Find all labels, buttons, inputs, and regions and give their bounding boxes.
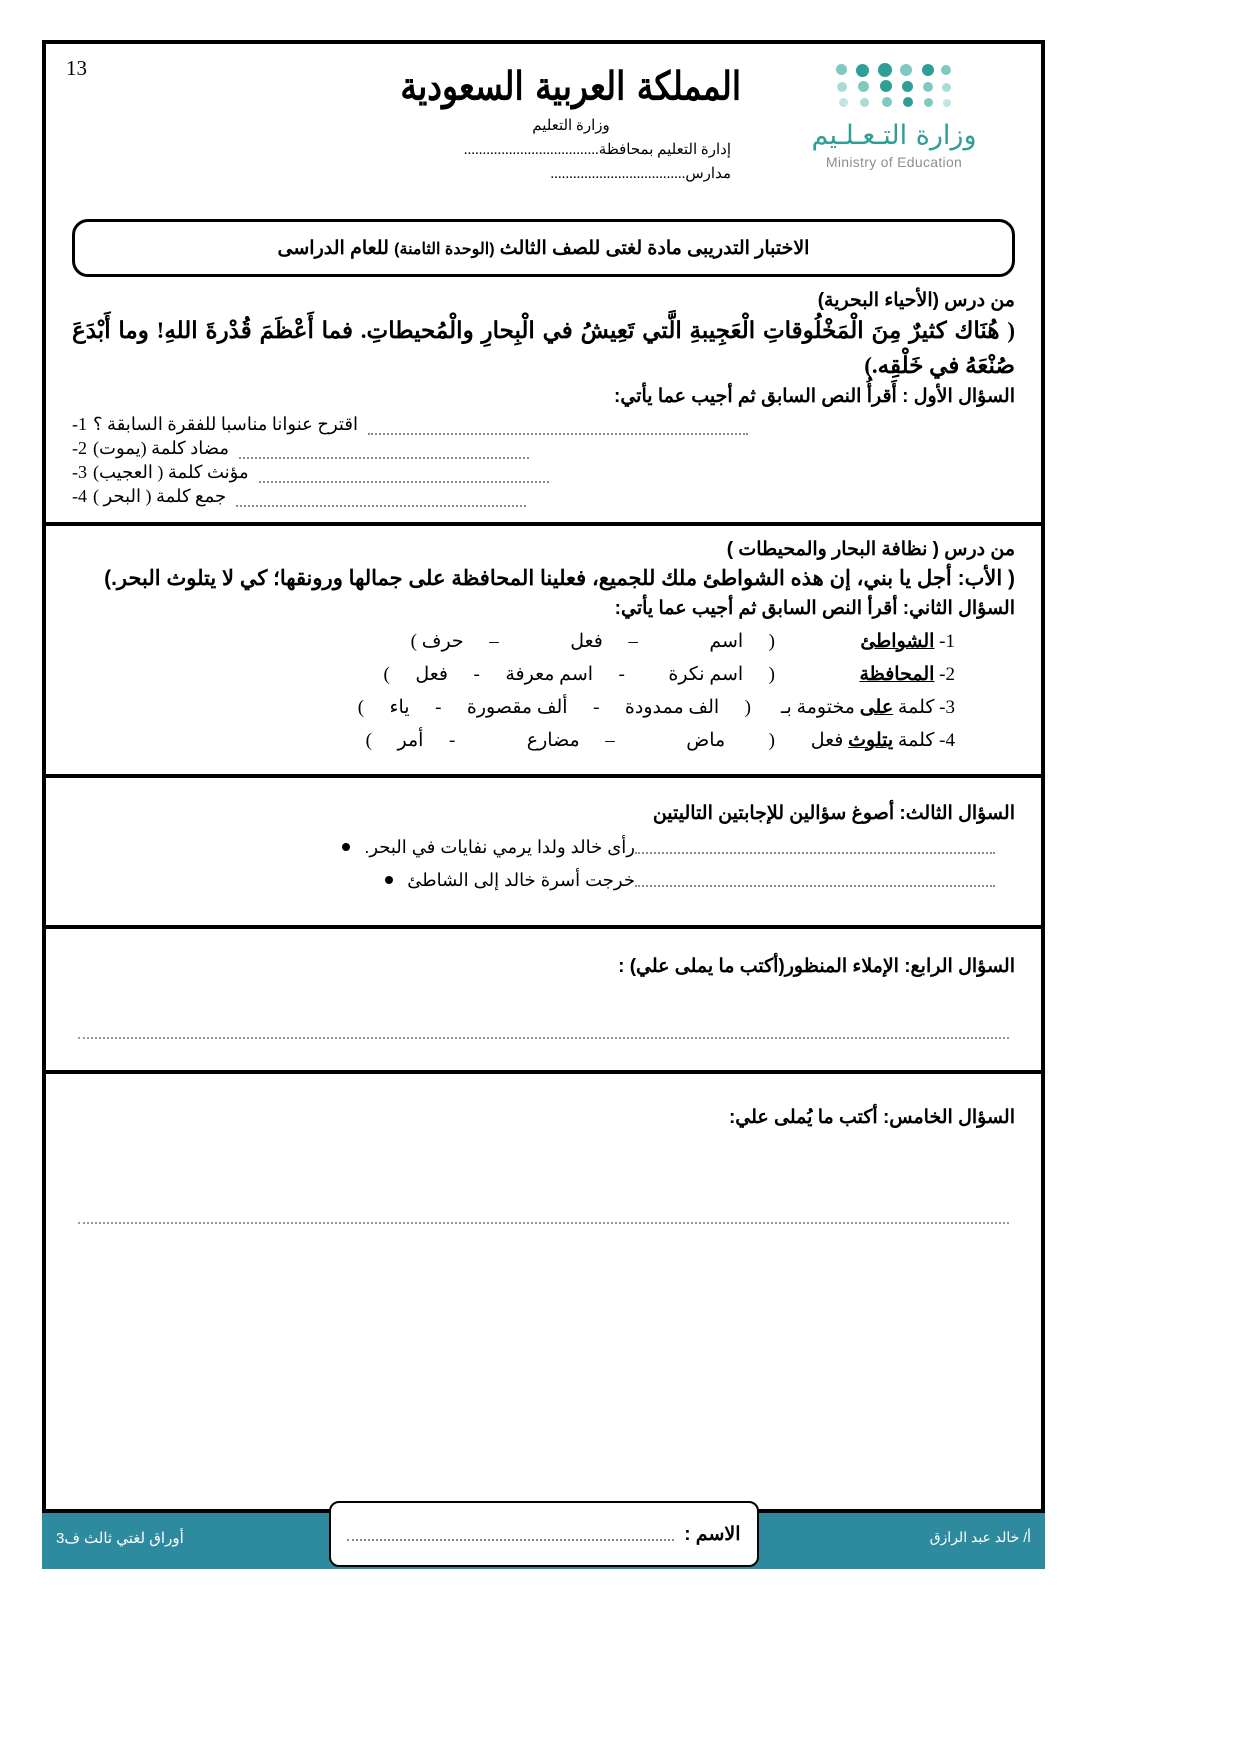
- mcq-separator: -: [448, 729, 456, 751]
- student-name-input[interactable]: [347, 1527, 675, 1541]
- bullet-text: رأى خالد ولدا يرمي نفايات في البحر.: [364, 836, 635, 857]
- education-admin-line: [401, 140, 741, 159]
- answer-line[interactable]: [368, 422, 748, 435]
- lesson-title-1: من درس (الأحياء البحرية): [817, 290, 1015, 311]
- exam-title-unit: (الوحدة الثامنة): [394, 240, 495, 258]
- mcq-prefix: كلمة: [897, 696, 935, 718]
- question-item: [72, 462, 1015, 483]
- mcq-number: 4-: [939, 729, 955, 751]
- answer-line[interactable]: [635, 841, 995, 854]
- passage-text-1: ( هُنَاك كثيرٌ مِنَ الْمَخْلُوقاتِ الْعَجِيبةِ الَّتي تَعِيشُ في الْبِحارِ والْمُحيطاتِ. فما أَعْظَمَ قُدْرةَ اللهِ! وما أَبْدَعَ صُنْعَهُ في خَلْقِه.): [72, 318, 1015, 378]
- answer-line[interactable]: [239, 446, 529, 459]
- kingdom-block: [401, 64, 741, 183]
- question-2-head: السؤال الثاني: أقرأ النص السابق ثم أجيب عما يأتي:: [614, 597, 1015, 619]
- mcq-option[interactable]: الف ممدودة: [624, 696, 720, 718]
- paren-open: (: [768, 630, 775, 652]
- question-item-text: اقترح عنوانا مناسبا للفقرة السابقة ؟: [93, 414, 358, 434]
- question-1-head: السؤال الأول : أَقرأُ النص السابق ثم أجيب عما يأتي:: [614, 386, 1015, 407]
- bullet-dot-icon: [342, 843, 350, 851]
- question-item-number: 4-: [72, 486, 87, 506]
- bullet-text: خرجت أسرة خالد إلى الشاطئ: [407, 869, 635, 890]
- mcq-item: [72, 630, 1015, 653]
- mcq-keyword: الشواطئ: [860, 630, 935, 652]
- answer-line[interactable]: [236, 494, 526, 507]
- lesson-title-2: من درس ( نظافة البحار والمحيطات ): [726, 539, 1015, 560]
- question-2-items: [72, 630, 1015, 752]
- bullet-dot-icon: [385, 876, 393, 884]
- footer-author-label: أ/ خالد عبد الرازق: [929, 1529, 1031, 1545]
- student-name-box[interactable]: [329, 1501, 759, 1567]
- exam-title-main: الاختبار التدريبى مادة لغتى للصف الثالث: [499, 237, 810, 259]
- question-1-items: [72, 414, 1015, 507]
- kingdom-calligraphy: المملكة العربية السعودية: [400, 62, 741, 109]
- paren-open: (: [768, 663, 775, 685]
- bullet-item: [72, 870, 1015, 891]
- dictation-answer-area-5[interactable]: [72, 1135, 1015, 1245]
- section-question-three: [46, 778, 1041, 929]
- question-item-text: مؤنث كلمة ( العجيب): [93, 462, 249, 482]
- paren-close: ): [383, 663, 390, 685]
- mcq-keyword: المحافظة: [859, 663, 935, 685]
- paren-close: ): [357, 696, 365, 718]
- mcq-suffix: مختومة بـ: [780, 696, 855, 718]
- section-question-two: [46, 526, 1041, 778]
- page-footer: [42, 1513, 1045, 1597]
- question-item: [72, 414, 1015, 435]
- section-question-four: [46, 929, 1041, 1074]
- mcq-keyword: يتلوث: [848, 729, 894, 751]
- student-name-label: الاسم :: [684, 1523, 741, 1545]
- answer-line[interactable]: [635, 874, 995, 887]
- paren-open: (: [768, 729, 775, 751]
- mcq-separator: -: [435, 696, 442, 718]
- question-item-number: 2-: [72, 438, 87, 458]
- mcq-option[interactable]: مضارع: [526, 729, 580, 751]
- question-item-text: جمع كلمة ( البحر ): [93, 486, 227, 506]
- mcq-prefix: كلمة: [897, 729, 935, 751]
- mcq-separator: -: [618, 663, 625, 685]
- mcq-option[interactable]: فعل: [415, 663, 448, 685]
- mcq-separator: -: [593, 696, 600, 718]
- passage-text-2: ( الأب: أجل يا بني، إن هذه الشواطئ ملك للجميع، فعلينا المحافظة على جمالها ورونقها؛ كي لا يتلوث البحر.): [104, 567, 1015, 590]
- worksheet-page: [42, 40, 1045, 1513]
- write-line[interactable]: [78, 1221, 1009, 1224]
- question-4-head: السؤال الرابع: الإملاء المنظور(أكتب ما يملى علي) :: [618, 955, 1015, 977]
- logo-word-arabic: وزارة التـعـلـيم: [811, 120, 977, 151]
- mcq-number: 1-: [939, 630, 955, 652]
- ministry-logo: [769, 62, 1019, 170]
- question-item-number: 1-: [72, 414, 87, 434]
- paren-close: ): [365, 729, 372, 751]
- mcq-suffix: فعل: [810, 729, 844, 751]
- question-item-text: مضاد كلمة (يموت): [93, 438, 229, 458]
- paren-open: (: [744, 696, 751, 718]
- page-number: 13: [66, 56, 87, 80]
- mcq-separator: –: [489, 630, 499, 652]
- exam-title-box: [72, 219, 1015, 277]
- answer-line[interactable]: [259, 470, 549, 483]
- mcq-separator: –: [605, 729, 615, 751]
- mcq-separator: -: [473, 663, 480, 685]
- mcq-options: [384, 663, 805, 686]
- schools-line: [401, 164, 741, 183]
- exam-title: [278, 237, 810, 260]
- mcq-stem: [805, 630, 955, 653]
- admin-dots: ....................................: [463, 141, 599, 158]
- mcq-option[interactable]: ياء: [389, 696, 410, 718]
- mcq-separator: –: [628, 630, 638, 652]
- write-line[interactable]: [78, 1036, 1009, 1039]
- mcq-number: 3-: [939, 696, 955, 718]
- question-item: [72, 438, 1015, 459]
- exam-title-tail: للعام الدراسى: [277, 237, 389, 259]
- footer-worksheet-label: أوراق لغتي ثالث ف3: [56, 1530, 184, 1547]
- mcq-option[interactable]: ماض: [686, 729, 726, 751]
- mcq-options: [358, 696, 781, 719]
- document-header: [46, 44, 1041, 219]
- mcq-options: [411, 630, 805, 653]
- question-3-head: السؤال الثالث: أصوغ سؤالين للإجابتين التاليتين: [652, 802, 1015, 824]
- mcq-stem: [781, 696, 955, 719]
- mcq-item: [72, 729, 1015, 752]
- mcq-number: 2-: [939, 663, 955, 685]
- mcq-option[interactable]: ألف مقصورة: [466, 696, 568, 718]
- mcq-option[interactable]: اسم نكرة: [668, 663, 744, 685]
- mcq-option[interactable]: أمر: [397, 729, 424, 751]
- logo-word-english: Ministry of Education: [825, 154, 963, 170]
- mcq-options: [366, 729, 805, 752]
- logo-dot-grid-icon: [834, 62, 954, 110]
- mcq-option[interactable]: حرف: [421, 630, 464, 652]
- section-question-five: [46, 1074, 1041, 1257]
- schools-label: مدارس: [685, 165, 731, 182]
- education-admin-label: إدارة التعليم بمحافظة: [598, 141, 731, 158]
- mcq-stem: [805, 729, 955, 752]
- mcq-option[interactable]: اسم: [709, 630, 744, 652]
- mcq-stem: [805, 663, 955, 686]
- mcq-item: [72, 663, 1015, 686]
- paren-close: ): [410, 630, 417, 652]
- question-item: [72, 486, 1015, 507]
- section-question-one: [46, 277, 1041, 526]
- mcq-item: [72, 696, 1015, 719]
- bullet-item: [72, 837, 1015, 858]
- question-item-number: 3-: [72, 462, 87, 482]
- mcq-option[interactable]: فعل: [570, 630, 603, 652]
- mcq-option[interactable]: اسم معرفة: [505, 663, 594, 685]
- ministry-label: وزارة التعليم: [532, 117, 610, 134]
- dictation-answer-area-4[interactable]: [72, 984, 1015, 1062]
- question-5-head: السؤال الخامس: أكتب ما يُملى علي:: [728, 1106, 1015, 1128]
- schools-dots: ....................................: [550, 165, 686, 182]
- mcq-keyword: على: [859, 696, 894, 718]
